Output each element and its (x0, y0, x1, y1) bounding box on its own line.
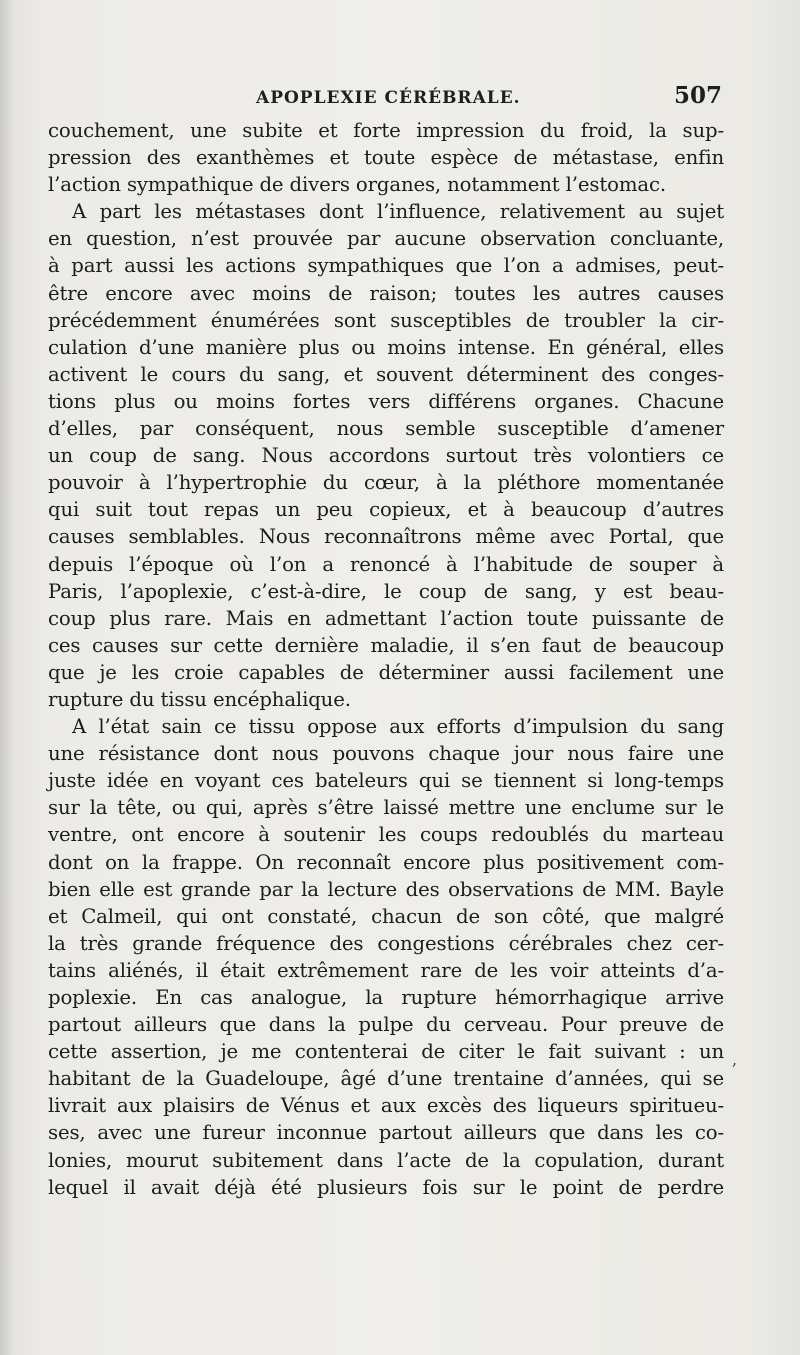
text-line: tains aliénés, il était extrêmement rare de les voir atteints d’a- (48, 958, 724, 982)
text-line: coup plus rare. Mais en admettant l’action toute puissante de (48, 606, 724, 630)
text-line: et Calmeil, qui ont constaté, chacun de son côté, que malgré (48, 904, 724, 928)
text-line: activent le cours du sang, et souvent déterminent des conges- (48, 362, 724, 386)
text-line: partout ailleurs que dans la pulpe du cerveau. Pour preuve de (48, 1013, 724, 1037)
text-line: bien elle est grande par la lecture des observations de MM. Bayle (48, 877, 724, 901)
text-line: juste idée en voyant ces bateleurs qui se tiennent si long-temps (48, 769, 724, 793)
page-number: 507 (673, 82, 722, 109)
page-header (48, 80, 724, 114)
body-text (48, 117, 724, 1201)
text-line: lonies, mourut subitement dans l’acte de la copulation, durant (48, 1148, 724, 1172)
text-line: ses, avec une fureur inconnue partout ailleurs que dans les co- (48, 1121, 724, 1145)
text-line: rupture du tissu encéphalique. (48, 687, 351, 711)
text-line: un coup de sang. Nous accordons surtout très volontiers ce (48, 444, 724, 468)
text-line: poplexie. En cas analogue, la rupture hémorrhagique arrive (48, 986, 724, 1009)
text-line: en question, n’est prouvée par aucune observation concluante, (48, 227, 724, 251)
text-line: livrait aux plaisirs de Vénus et aux excès des liqueurs spiritueu- (48, 1094, 724, 1118)
text-line: à part aussi les actions sympathiques que l’on a admises, peut- (48, 254, 724, 278)
text-line: d’elles, par conséquent, nous semble susceptible d’amener (48, 417, 724, 441)
text-line: pouvoir à l’hypertrophie du cœur, à la pléthore momentanée (48, 471, 724, 495)
running-title: APOPLEXIE CÉRÉBRALE. (256, 88, 521, 108)
text-line: Paris, l’apoplexie, c’est-à-dire, le coup de sang, y est beau- (48, 579, 724, 603)
text-line: lequel il avait déjà été plusieurs fois sur le point de perdre (48, 1175, 724, 1199)
text-line: depuis l’époque où l’on a renoncé à l’habitude de souper à (48, 552, 724, 576)
text-line: précédemment énumérées sont susceptibles de troubler la cir- (48, 308, 724, 332)
text-line: dont on la frappe. On reconnaît encore plus positivement com- (48, 850, 724, 874)
text-line: cette assertion, je me contenterai de citer le fait suivant : un (48, 1040, 724, 1064)
text-line: une résistance dont nous pouvons chaque jour nous faire une (48, 742, 724, 766)
text-line: que je les croie capables de déterminer aussi facilement une (48, 660, 724, 684)
page-gutter-shadow (0, 0, 14, 1355)
text-line: la très grande fréquence des congestions cérébrales chez cer- (48, 931, 724, 955)
text-line: ventre, ont encore à soutenir les coups redoublés du marteau (48, 823, 724, 847)
text-line: être encore avec moins de raison; toutes les autres causes (48, 281, 724, 305)
text-line: tions plus ou moins fortes vers différens organes. Chacune (48, 389, 724, 413)
text-line: sur la tête, ou qui, après s’être laissé mettre une enclume sur le (48, 796, 724, 820)
text-line: habitant de la Guadeloupe, âgé d’une trentaine d’années, qui se (48, 1067, 724, 1091)
text-line: qui suit tout repas un peu copieux, et à beaucoup d’autres (48, 498, 724, 522)
text-line: culation d’une manière plus ou moins intense. En général, elles (48, 335, 724, 359)
paragraph-start-line: A l’état sain ce tissu oppose aux efforts d’impulsion du sang (72, 715, 724, 739)
paragraph-start-line: A part les métastases dont l’influence, relativement au sujet (72, 200, 724, 224)
text-line: pression des exanthèmes et toute espèce de métastase, enfin (48, 146, 724, 170)
text-line: ces causes sur cette dernière maladie, il s’en faut de beaucoup (48, 633, 724, 657)
text-line: causes semblables. Nous reconnaîtrons même avec Portal, que (48, 525, 724, 549)
text-line: l’action sympathique de divers organes, notamment l’estomac. (48, 173, 666, 197)
text-line: couchement, une subite et forte impression du froid, la sup- (48, 119, 724, 142)
margin-mark: , (732, 1050, 738, 1069)
